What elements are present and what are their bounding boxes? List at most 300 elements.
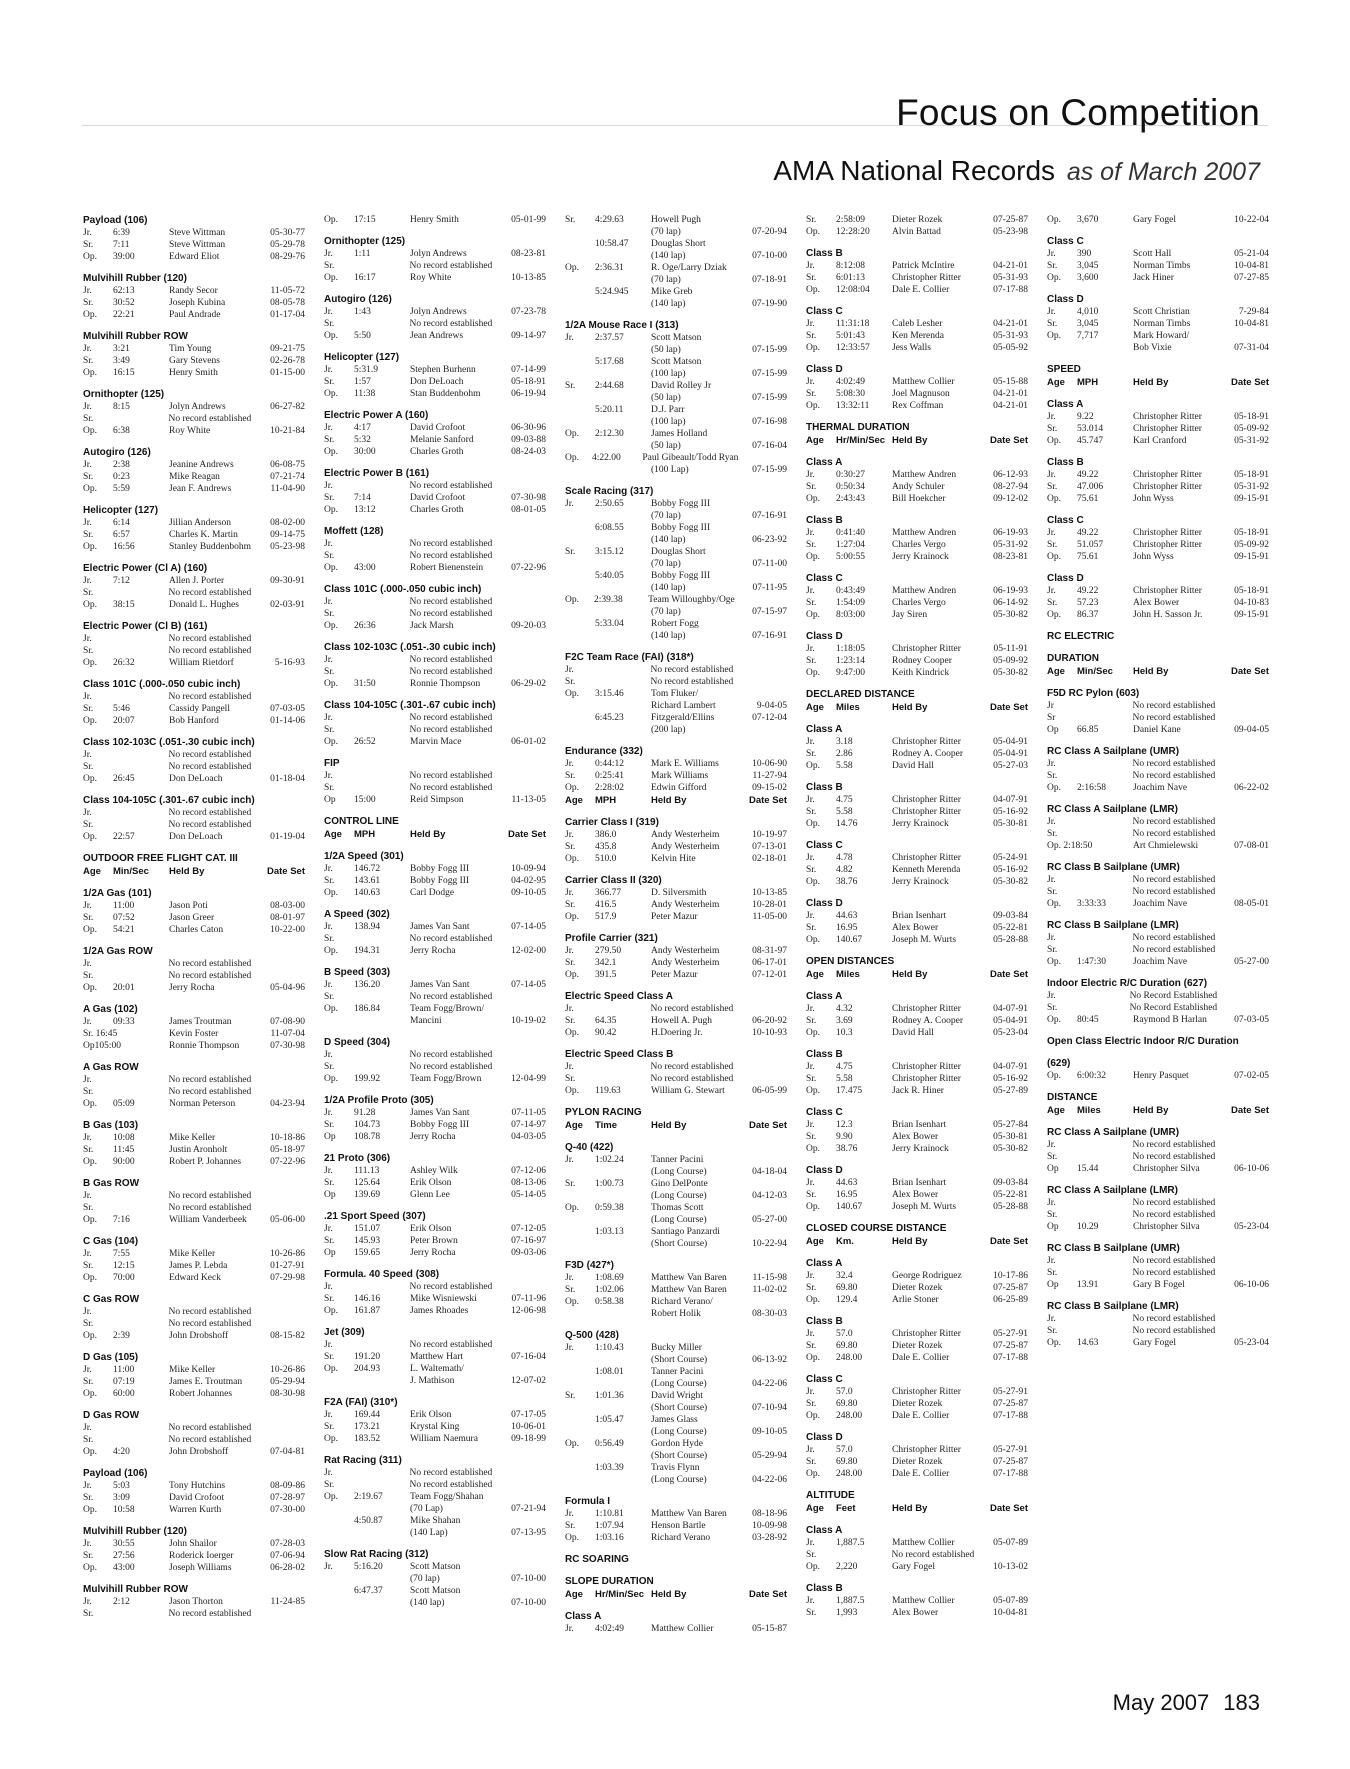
date-cell: 05-05-92 (993, 343, 1028, 353)
value-cell: 44.63 (836, 1178, 858, 1188)
date-cell (251, 761, 305, 773)
holder-cell: No record established (168, 808, 252, 818)
age-cell: Op. (565, 783, 579, 793)
record-row (1047, 898, 1269, 910)
age-cell: Sr. (83, 1087, 94, 1097)
holder-cell: No record established (168, 646, 252, 656)
date-cell: 06-10-06 (1234, 1280, 1269, 1290)
value-cell (113, 645, 169, 657)
record-row (1047, 435, 1269, 447)
record-row (806, 1607, 1028, 1619)
holder-cell: (Long Course) (651, 1215, 707, 1225)
record-row (565, 1308, 787, 1320)
category-heading: DISTANCE (1047, 1092, 1098, 1103)
date-cell: 5-16-93 (274, 658, 305, 668)
date-cell (1215, 1139, 1269, 1151)
holder-cell: David Hall (892, 761, 934, 771)
section-heading: Class 101C (.000-.050 cubic inch) (83, 679, 241, 690)
date-cell: Date Set (1230, 1105, 1269, 1116)
section-heading: Mulvihill Rubber ROW (83, 331, 188, 342)
holder-cell: Christopher Ritter (892, 1387, 961, 1397)
date-cell: 01-17-04 (270, 310, 305, 320)
date-cell: 05-15-88 (993, 377, 1028, 387)
date-cell: 05-23-04 (993, 1028, 1028, 1038)
value-cell: 1:02.24 (595, 1155, 624, 1165)
date-cell: 04-23-94 (270, 1099, 305, 1109)
holder-cell: Christopher Ritter (892, 795, 961, 805)
age-cell: Op. (565, 1297, 579, 1307)
holder-cell: Joachim Nave (1133, 899, 1188, 909)
date-cell: 07-04-81 (270, 1447, 305, 1457)
value-cell: Hr/Min/Sec (595, 1589, 645, 1600)
record-row (324, 1247, 546, 1259)
value-cell: 43:00 (113, 1563, 135, 1573)
record-row (1047, 1255, 1269, 1267)
date-cell: 09-03-06 (511, 1248, 546, 1258)
date-cell: 07-16-97 (511, 1236, 546, 1246)
value-cell (113, 1202, 169, 1214)
record-row (1047, 712, 1269, 724)
date-cell: 12-06-98 (511, 1306, 546, 1316)
date-cell: 10-10-93 (752, 1028, 787, 1038)
record-row (806, 1085, 1028, 1097)
holder-cell: (Long Course) (651, 1191, 707, 1201)
issue-date: May 2007 (1112, 1690, 1210, 1715)
age-cell (565, 1462, 595, 1474)
value-cell (113, 807, 169, 819)
date-cell: 05-11-91 (993, 644, 1028, 654)
age-cell: Jr. (324, 1410, 333, 1420)
record-row (565, 1166, 787, 1178)
date-cell: 08-02-00 (270, 518, 305, 528)
record-row (565, 416, 787, 428)
record-row (324, 492, 546, 504)
value-cell: 86.37 (1077, 610, 1099, 620)
value-cell: 366.77 (595, 888, 622, 898)
age-cell: Sr. (806, 1399, 817, 1409)
record-row (565, 829, 787, 841)
date-cell (1215, 1313, 1269, 1325)
record-row (1047, 609, 1269, 621)
age-cell (565, 1308, 595, 1320)
age-cell: Op. (83, 1447, 97, 1457)
date-cell: 04-21-01 (993, 319, 1028, 329)
value-cell: 145.93 (354, 1236, 381, 1246)
section-heading: 1/2A Mouse Race I (313) (565, 320, 679, 331)
value-cell (113, 958, 169, 970)
column-header-row (806, 701, 1028, 714)
date-cell: 07-22-96 (511, 563, 546, 573)
holder-cell: Glenn Lee (410, 1190, 450, 1200)
record-row (1047, 306, 1269, 318)
holder-cell: Jason Thorton (169, 1597, 223, 1607)
holder-cell: Matthew Andren (892, 586, 957, 596)
date-cell: 06-19-93 (993, 528, 1028, 538)
holder-cell: J. Mathison (410, 1376, 455, 1386)
holder-cell: Peter Mazur (651, 970, 698, 980)
value-cell (1077, 1313, 1133, 1325)
record-row (565, 782, 787, 794)
holder-cell: Matthew Van Baren (651, 1285, 727, 1295)
value-cell (1077, 932, 1133, 944)
section-heading: Class C (806, 1374, 843, 1385)
date-cell: 05-22-81 (993, 923, 1028, 933)
record-row (565, 887, 787, 899)
holder-cell: Christopher Ritter (892, 644, 961, 654)
age-cell: Op. (565, 453, 579, 463)
holder-cell: Mike Wisniewski (410, 1294, 477, 1304)
value-cell: 32.4 (836, 1271, 853, 1281)
date-cell: 04-18-04 (752, 1167, 787, 1177)
age-cell: Sr. (324, 1422, 335, 1432)
holder-cell: Marvin Mace (410, 737, 462, 747)
record-row (806, 527, 1028, 539)
holder-cell: Andy Westerheim (651, 958, 720, 968)
date-cell (1215, 1325, 1269, 1337)
age-cell (324, 1515, 354, 1527)
record-row (324, 782, 546, 794)
holder-cell: Held By (169, 866, 205, 877)
record-row (565, 392, 787, 404)
holder-cell: No record established (1132, 817, 1216, 827)
date-cell: 11-02-02 (752, 1285, 787, 1295)
value-cell: 435.8 (595, 842, 617, 852)
record-row (324, 330, 546, 342)
record-row (806, 585, 1028, 597)
date-cell (733, 1073, 787, 1085)
value-cell: 27:56 (113, 1551, 135, 1561)
holder-cell: William Rietdorf (169, 658, 234, 668)
age-cell (565, 534, 595, 546)
holder-cell: No record established (409, 481, 493, 491)
holder-cell: Held By (892, 1503, 928, 1514)
date-cell (492, 770, 546, 782)
record-row (806, 1119, 1028, 1131)
holder-cell: Edward Eliot (169, 252, 220, 262)
value-cell: 6:01:13 (836, 273, 866, 283)
section-heading: Class C (1047, 515, 1084, 526)
value-cell: 7:12 (113, 576, 130, 586)
age-cell: Sr. (806, 540, 817, 550)
section-heading: Scale Racing (317) (565, 486, 654, 497)
age-cell: Jr. (83, 1365, 92, 1375)
value-cell: 104.73 (354, 1120, 381, 1130)
value-cell: 11:00 (113, 1365, 135, 1375)
value-cell (1077, 944, 1133, 956)
date-cell: 05-01-99 (511, 215, 546, 225)
record-row (83, 343, 305, 355)
value-cell: 4:02:49 (836, 377, 866, 387)
record-row (324, 1049, 546, 1061)
record-row (565, 1073, 787, 1085)
value-cell: 5.58 (836, 761, 853, 771)
record-row (324, 1165, 546, 1177)
record-row (324, 736, 546, 748)
section-heading: Q-500 (428) (565, 1330, 619, 1341)
value-cell: 8:03:00 (836, 610, 866, 620)
date-cell (1215, 1255, 1269, 1267)
age-cell: Sr. (324, 667, 335, 677)
age-cell: Jr. (83, 959, 92, 969)
date-cell: 08-31-97 (752, 946, 787, 956)
value-cell: 1,993 (836, 1608, 858, 1618)
value-cell: 1,887.5 (836, 1596, 865, 1606)
date-cell (733, 1390, 787, 1402)
date-cell: 05-23-98 (993, 227, 1028, 237)
age-cell: Sr. (1047, 771, 1058, 781)
holder-cell: Team Fogg/Brown (410, 1074, 482, 1084)
record-row (806, 1561, 1028, 1573)
age-cell: Op (324, 795, 336, 805)
age-cell: Sr. (83, 820, 94, 830)
value-cell: 11:31:18 (836, 319, 870, 329)
record-row (83, 1272, 305, 1284)
value-cell: 5:24.945 (595, 287, 629, 297)
date-cell: 07-17-88 (993, 1411, 1028, 1421)
record-row (324, 272, 546, 284)
record-row (324, 724, 546, 736)
age-cell: Sr. (1047, 424, 1058, 434)
record-row (565, 1214, 787, 1226)
record-row (83, 1202, 305, 1214)
value-cell (595, 606, 651, 618)
section-heading: Formula I (565, 1496, 611, 1507)
age-cell: Sr. (806, 1341, 817, 1351)
date-cell: 09-04-05 (1234, 725, 1269, 735)
age-cell (565, 1166, 595, 1178)
holder-cell: Melanie Sanford (410, 435, 474, 445)
holder-cell: Carl Dodge (410, 888, 455, 898)
section-heading: F5D RC Pylon (603) (1047, 688, 1140, 699)
age-cell: Op. (83, 1157, 97, 1167)
record-row (565, 1061, 787, 1073)
holder-cell: Steve Wittman (169, 240, 226, 250)
record-row (1047, 886, 1269, 898)
holder-cell: Alex Bower (1133, 598, 1180, 608)
value-cell: 140.67 (836, 935, 863, 945)
record-row (806, 1270, 1028, 1282)
section-heading: Ornithopter (125) (324, 236, 406, 247)
value-cell (595, 1003, 651, 1015)
holder-cell: Tanner Pacini (651, 1367, 704, 1377)
value-cell: 57.0 (836, 1387, 853, 1397)
value-cell: Feet (836, 1503, 856, 1514)
age-cell: Sr. (324, 261, 335, 271)
age-cell: Age (1047, 377, 1065, 388)
record-row (565, 1226, 787, 1238)
section-heading: .21 Sport Speed (307) (324, 1211, 426, 1222)
holder-cell: Norman Timbs (1133, 261, 1191, 271)
value-cell (354, 1281, 410, 1293)
date-cell (733, 238, 787, 250)
age-cell: Op. (83, 600, 97, 610)
record-row (806, 539, 1028, 551)
age-cell: Op. (806, 285, 820, 295)
age-cell (324, 1597, 354, 1609)
date-cell: 08-24-03 (511, 447, 546, 457)
date-cell: 07-18-91 (752, 275, 787, 285)
holder-cell: (140 lap) (651, 251, 686, 261)
record-row (565, 676, 787, 688)
value-cell: 05:09 (113, 1099, 135, 1109)
record-row (1047, 828, 1269, 840)
record-row (324, 620, 546, 632)
value-cell (354, 1479, 410, 1491)
holder-cell: Erik Olson (410, 1410, 452, 1420)
date-cell: 06-19-94 (511, 389, 546, 399)
record-row (1047, 1313, 1269, 1325)
value-cell: 45.747 (1077, 436, 1104, 446)
age-cell: Op. (324, 273, 338, 283)
value-cell: 75.61 (1077, 552, 1099, 562)
age-cell (565, 1226, 595, 1238)
date-cell: Date Set (266, 866, 305, 877)
value-cell: 8:12:08 (836, 261, 866, 271)
record-row (324, 318, 546, 330)
age-cell: Jr. (324, 922, 333, 932)
age-cell (565, 570, 595, 582)
date-cell: 07-15-99 (752, 345, 787, 355)
holder-cell: Jerry Krainock (892, 552, 949, 562)
holder-cell: Peter Mazur (651, 912, 698, 922)
age-cell: Op. (565, 854, 579, 864)
record-row (83, 691, 305, 703)
section-heading: Mulvihill Rubber ROW (83, 1584, 188, 1595)
record-row (324, 1119, 546, 1131)
value-cell: 2:39.38 (594, 595, 623, 605)
value-cell: 0:44:12 (595, 759, 625, 769)
date-cell: 07-25-87 (993, 1341, 1028, 1351)
record-row (806, 597, 1028, 609)
value-cell: 5:59 (113, 484, 130, 494)
age-cell: Sr. (83, 1261, 94, 1271)
holder-cell: (140 lap) (651, 535, 686, 545)
date-cell (251, 1422, 305, 1434)
age-cell: Sr. (83, 913, 94, 923)
value-cell (354, 260, 410, 272)
date-cell: 09-18-99 (511, 1434, 546, 1444)
age-cell: Sr. (806, 923, 817, 933)
age-cell: Jr. (1047, 817, 1056, 827)
date-cell: 07-16-04 (511, 1352, 546, 1362)
age-cell: Sr. (324, 319, 335, 329)
date-cell: 05-30-82 (993, 877, 1028, 887)
holder-cell: (70 lap) (410, 1574, 440, 1584)
date-cell: 08-05-78 (270, 298, 305, 308)
holder-cell: No record established (891, 1550, 975, 1560)
record-row (324, 504, 546, 516)
age-cell: Sr. (565, 1521, 576, 1531)
value-cell: 3:49 (113, 356, 130, 366)
record-row (565, 344, 787, 356)
age-cell: Age (806, 1503, 824, 1514)
value-cell (836, 1549, 892, 1561)
section-heading: Class A (806, 724, 843, 735)
section-heading: Class D (806, 1165, 843, 1176)
holder-cell: Scott Christian (1133, 307, 1190, 317)
record-row (806, 551, 1028, 563)
value-cell: 38.76 (836, 1144, 858, 1154)
age-cell: Sr. (1047, 540, 1058, 550)
age-cell: Op. (324, 447, 338, 457)
date-cell: 10-22-94 (752, 1239, 787, 1249)
holder-cell: George Rodriguez (892, 1271, 962, 1281)
record-row (806, 1352, 1028, 1364)
value-cell: 0:43:49 (836, 586, 866, 596)
record-row (324, 248, 546, 260)
holder-cell: Ken Merenda (892, 331, 944, 341)
record-row (565, 1238, 787, 1250)
value-cell: 125.64 (354, 1178, 381, 1188)
age-cell: Sr. (1047, 945, 1058, 955)
record-row (83, 924, 305, 936)
value-cell: 4:17 (354, 423, 371, 433)
date-cell: 05-07-89 (993, 1538, 1028, 1548)
value-cell (595, 1214, 651, 1226)
record-row (324, 550, 546, 562)
section-heading: Class C (806, 573, 843, 584)
record-row (806, 1143, 1028, 1155)
date-cell (492, 712, 546, 724)
record-row (806, 1003, 1028, 1015)
record-row (1047, 260, 1269, 272)
value-cell: 57.23 (1077, 598, 1099, 608)
value-cell: 3.18 (836, 737, 853, 747)
age-cell (565, 464, 595, 476)
value-cell: 26:45 (113, 774, 135, 784)
age-cell: Jr. (83, 460, 92, 470)
holder-cell: Mancini (410, 1016, 442, 1026)
value-cell (354, 666, 410, 678)
record-row (324, 596, 546, 608)
date-cell (1215, 944, 1269, 956)
section-heading: Class 102-103C (.051-.30 cubic inch) (83, 737, 255, 748)
record-row (1047, 1279, 1269, 1291)
record-row (565, 945, 787, 957)
date-cell: 06-14-92 (993, 598, 1028, 608)
record-row (806, 1294, 1028, 1306)
value-cell (113, 1318, 169, 1330)
record-row (324, 1479, 546, 1491)
date-cell (492, 1491, 546, 1503)
value-cell (595, 510, 651, 522)
section-heading: Autogiro (126) (324, 294, 392, 305)
holder-cell: James Holland (651, 429, 708, 439)
section-heading: Class A (565, 1611, 602, 1622)
record-row (565, 274, 787, 286)
date-cell (492, 318, 546, 330)
date-cell: 07-13-01 (752, 842, 787, 852)
holder-cell: No record established (1132, 1256, 1216, 1266)
record-row (565, 428, 787, 440)
holder-cell: Tim Young (169, 344, 212, 354)
holder-cell: Tom Fluker/ (651, 689, 699, 699)
record-row (565, 1426, 787, 1438)
age-cell: Sr. (324, 1178, 335, 1188)
record-row (1047, 1197, 1269, 1209)
age-cell: Op. (1047, 1338, 1061, 1348)
value-cell (595, 664, 651, 676)
value-cell: 1:57 (354, 377, 371, 387)
value-cell (113, 691, 169, 703)
value-cell: 30:52 (113, 298, 135, 308)
record-row (1047, 840, 1269, 852)
record-row (1047, 1337, 1269, 1349)
value-cell (354, 1573, 410, 1585)
record-row (806, 1537, 1028, 1549)
record-row (806, 667, 1028, 679)
value-cell (113, 1086, 169, 1098)
